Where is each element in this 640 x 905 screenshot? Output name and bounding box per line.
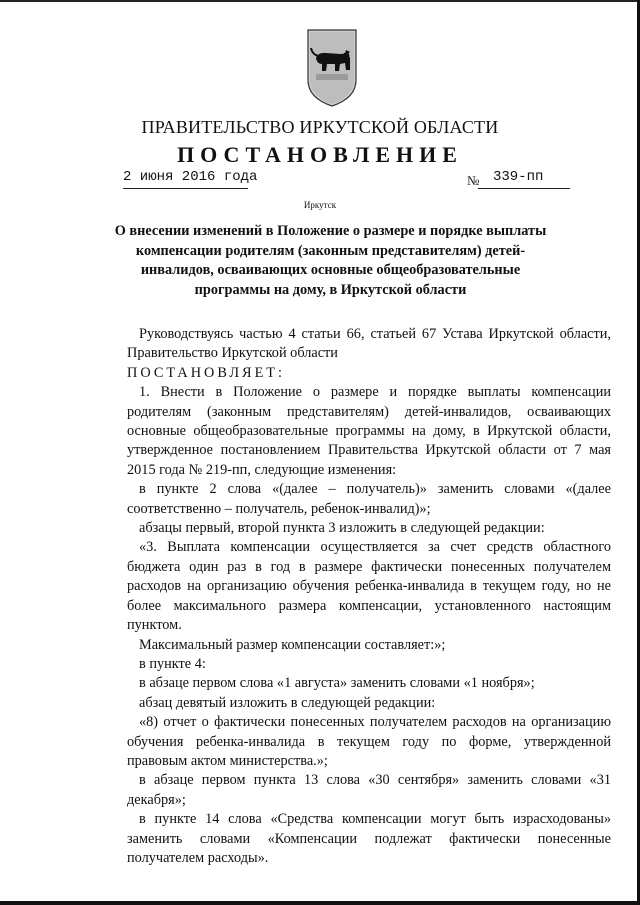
paragraph-amendment-intro: 1. Внести в Положение о размере и порядке выплаты компенсации родителям (законным представителям) детей-инвалидов, осваивающих основные общеобразовательные программы на дому, в Иркутской области, утвержденное постановлением Правительства Иркутской области от 7 мая 2015 года № 219-пп, следующие изменения:: [127, 384, 611, 478]
paragraph-item-14: в пункте 14 слова «Средства компенсации могут быть израсходованы» заменить словами «Компенсации подлежат фактически понесенные получателем расходы».: [127, 811, 611, 866]
city-name: Иркутск: [303, 200, 337, 210]
paragraph-item-13: в абзаце первом пункта 13 слова «30 сентября» заменить словами «31 декабря»;: [127, 772, 611, 808]
document-body: [127, 325, 611, 868]
number-sign: №: [467, 173, 480, 188]
document-heading: О внесении изменений в Положение о размере и порядке выплаты компенсации родителям (законным представителям) детей-инвалидов, осваивающих основные общеобразовательные программы на дому, в Иркутской области: [114, 223, 547, 298]
number-underline: [478, 188, 570, 189]
paragraph-preamble: Руководствуясь частью 4 статьи 66, статьей 67 Устава Иркутской области, Правительство Иркутской области: [127, 326, 611, 362]
date-underline: [123, 188, 248, 189]
paragraph-item-3-intro: абзацы первый, второй пункта 3 изложить в следующей редакции:: [139, 520, 545, 537]
paragraph-item-4-first: в абзаце первом слова «1 августа» заменить словами «1 ноября»;: [139, 675, 535, 692]
irkutsk-coat-of-arms-icon: [306, 28, 358, 108]
document-date: 2 июня 2016 года: [123, 169, 258, 185]
document-type-title: ПОСТАНОВЛЕНИЕ: [177, 142, 463, 167]
paragraph-item-2: в пункте 2 слова «(далее – получатель)» заменить словами «(далее соответственно – получатель, ребенок-инвалид)»;: [127, 481, 611, 517]
paragraph-max-amount: Максимальный размер компенсации составляет:»;: [139, 636, 446, 653]
document-number: 339-пп: [493, 169, 544, 185]
paragraph-item-4-ninth: абзац девятый изложить в следующей редакции:: [139, 694, 436, 711]
decree-word: ПОСТАНОВЛЯЕТ:: [127, 364, 286, 381]
scan-edge-bottom: [0, 901, 640, 905]
paragraph-item-4: в пункте 4:: [139, 655, 206, 672]
organization-title: ПРАВИТЕЛЬСТВО ИРКУТСКОЙ ОБЛАСТИ: [141, 117, 499, 137]
paragraph-item-4-ninth-text: «8) отчет о фактически понесенных получателем расходов на организацию обучения ребенка-инвалида в текущем году по форме, утвержденной правовым актом министерства.»;: [127, 714, 611, 769]
paragraph-item-3-text: «3. Выплата компенсации осуществляется за счет средств областного бюджета один раз в год в размере фактически понесенных получателем расходов на организацию обучения ребенка-инвалида в текущем году, но не более максимального размера компенсации, установленного настоящим пунктом.: [127, 539, 611, 634]
scan-edge-top: [0, 0, 640, 2]
